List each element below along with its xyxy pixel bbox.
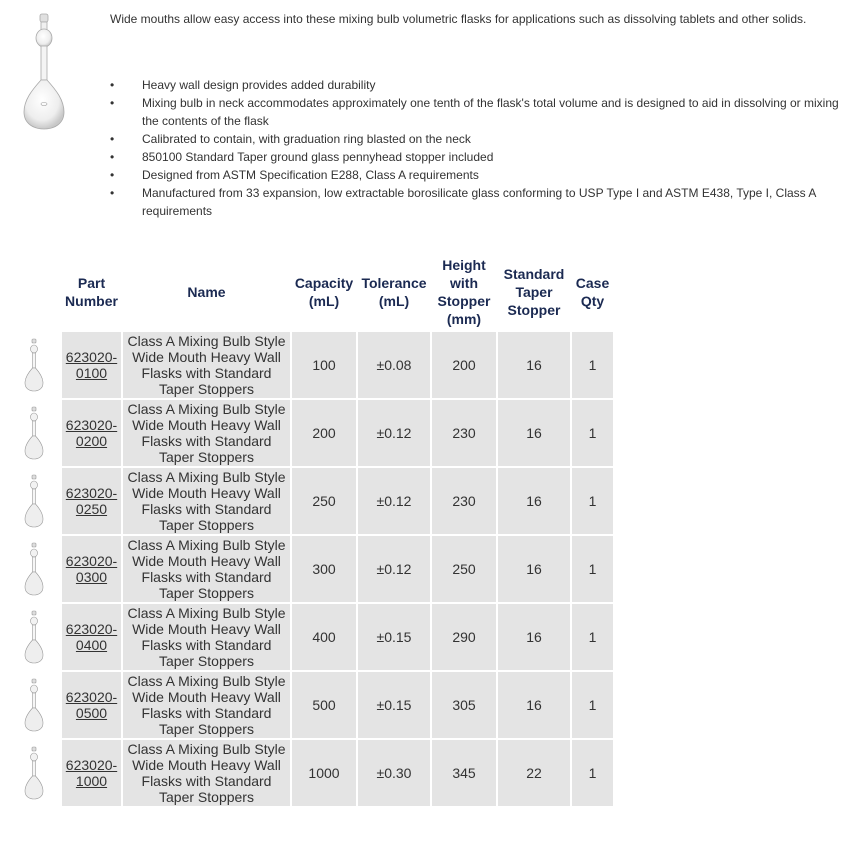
case-qty-cell: 1 <box>572 468 613 534</box>
capacity-cell: 400 <box>292 604 356 670</box>
tolerance-cell: ±0.12 <box>358 536 430 602</box>
flask-thumbnail-icon[interactable] <box>23 474 45 528</box>
table-row <box>8 536 613 602</box>
capacity-cell: 500 <box>292 672 356 738</box>
header-part-number: Part Number <box>62 254 121 330</box>
tolerance-cell: ±0.15 <box>358 604 430 670</box>
part-number-cell[interactable] <box>62 604 121 670</box>
thumbnail-cell[interactable] <box>8 332 60 398</box>
name-cell: Class A Mixing Bulb Style Wide Mouth Heavy Wall Flasks with Standard Taper Stoppers <box>123 604 290 670</box>
header-capacity: Capacity (mL) <box>292 254 356 330</box>
flask-thumbnail-icon[interactable] <box>23 406 45 460</box>
name-cell: Class A Mixing Bulb Style Wide Mouth Heavy Wall Flasks with Standard Taper Stoppers <box>123 332 290 398</box>
tolerance-cell: ±0.12 <box>358 400 430 466</box>
case-qty-cell: 1 <box>572 672 613 738</box>
part-number-link[interactable]: 623020-0400 <box>65 621 118 653</box>
bullet: • <box>110 168 115 182</box>
capacity-cell: 200 <box>292 400 356 466</box>
thumbnail-cell[interactable] <box>8 400 60 466</box>
tolerance-cell: ±0.30 <box>358 740 430 806</box>
table-header-row <box>8 254 613 330</box>
tolerance-cell: ±0.08 <box>358 332 430 398</box>
table-row <box>8 604 613 670</box>
bullet: • <box>110 186 115 200</box>
part-number-cell[interactable] <box>62 536 121 602</box>
table-row <box>8 332 613 398</box>
part-number-cell[interactable] <box>62 468 121 534</box>
part-number-cell[interactable] <box>62 332 121 398</box>
capacity-cell: 250 <box>292 468 356 534</box>
table-row <box>8 468 613 534</box>
case-qty-cell: 1 <box>572 536 613 602</box>
part-number-cell[interactable] <box>62 672 121 738</box>
height-cell: 230 <box>432 468 496 534</box>
case-qty-cell: 1 <box>572 332 613 398</box>
feature-item: • Mixing bulb in neck accommodates approximately one tenth of the flask's total volume and is designed to aid in dissolving or mixing the contents of the flask <box>110 96 839 128</box>
capacity-cell: 300 <box>292 536 356 602</box>
bullet: • <box>110 96 115 110</box>
header-tolerance: Tolerance (mL) <box>358 254 430 330</box>
tolerance-cell: ±0.12 <box>358 468 430 534</box>
name-cell: Class A Mixing Bulb Style Wide Mouth Heavy Wall Flasks with Standard Taper Stoppers <box>123 468 290 534</box>
height-cell: 200 <box>432 332 496 398</box>
table-row <box>8 740 613 806</box>
standard-taper-cell: 16 <box>498 536 570 602</box>
header-image <box>8 254 60 330</box>
feature-item: • Designed from ASTM Specification E288, Class A requirements <box>110 168 479 182</box>
part-number-link[interactable]: 623020-0300 <box>65 553 118 585</box>
feature-item: • 850100 Standard Taper ground glass pennyhead stopper included <box>110 150 494 164</box>
standard-taper-cell: 16 <box>498 604 570 670</box>
case-qty-cell: 1 <box>572 604 613 670</box>
feature-item: • Calibrated to contain, with graduation ring blasted on the neck <box>110 132 471 146</box>
spec-table <box>6 252 615 808</box>
thumbnail-cell[interactable] <box>8 536 60 602</box>
capacity-cell: 100 <box>292 332 356 398</box>
capacity-cell: 1000 <box>292 740 356 806</box>
thumbnail-cell[interactable] <box>8 740 60 806</box>
height-cell: 230 <box>432 400 496 466</box>
standard-taper-cell: 16 <box>498 332 570 398</box>
part-number-link[interactable]: 623020-0100 <box>65 349 118 381</box>
header-name: Name <box>123 254 290 330</box>
header-height: Height with Stopper (mm) <box>432 254 496 330</box>
flask-thumbnail-icon[interactable] <box>23 610 45 664</box>
intro-text: Wide mouths allow easy access into these mixing bulb volumetric flasks for applications such as dissolving tablets and other solids. <box>110 12 807 26</box>
part-number-cell[interactable] <box>62 400 121 466</box>
flask-thumbnail-icon[interactable] <box>23 678 45 732</box>
bullet: • <box>110 150 115 164</box>
table-row <box>8 400 613 466</box>
part-number-link[interactable]: 623020-0500 <box>65 689 118 721</box>
case-qty-cell: 1 <box>572 740 613 806</box>
name-cell: Class A Mixing Bulb Style Wide Mouth Heavy Wall Flasks with Standard Taper Stoppers <box>123 400 290 466</box>
thumbnail-cell[interactable] <box>8 468 60 534</box>
name-cell: Class A Mixing Bulb Style Wide Mouth Heavy Wall Flasks with Standard Taper Stoppers <box>123 740 290 806</box>
standard-taper-cell: 16 <box>498 400 570 466</box>
thumbnail-cell[interactable] <box>8 604 60 670</box>
name-cell: Class A Mixing Bulb Style Wide Mouth Heavy Wall Flasks with Standard Taper Stoppers <box>123 536 290 602</box>
header-standard-taper: Standard Taper Stopper <box>498 254 570 330</box>
volumetric-flask-icon <box>20 12 68 132</box>
height-cell: 345 <box>432 740 496 806</box>
bullet: • <box>110 132 115 146</box>
height-cell: 305 <box>432 672 496 738</box>
standard-taper-cell: 22 <box>498 740 570 806</box>
standard-taper-cell: 16 <box>498 468 570 534</box>
header-case-qty: Case Qty <box>572 254 613 330</box>
part-number-link[interactable]: 623020-0250 <box>65 485 118 517</box>
case-qty-cell: 1 <box>572 400 613 466</box>
flask-thumbnail-icon[interactable] <box>23 542 45 596</box>
table-row <box>8 672 613 738</box>
flask-thumbnail-icon[interactable] <box>23 338 45 392</box>
feature-item: • Heavy wall design provides added durability <box>110 78 376 92</box>
part-number-link[interactable]: 623020-0200 <box>65 417 118 449</box>
height-cell: 250 <box>432 536 496 602</box>
bullet: • <box>110 78 115 92</box>
feature-item: • Manufactured from 33 expansion, low extractable borosilicate glass conforming to USP Type I and ASTM E438, Type I, Class A requirements <box>110 186 816 218</box>
height-cell: 290 <box>432 604 496 670</box>
feature-list <box>110 76 840 220</box>
standard-taper-cell: 16 <box>498 672 570 738</box>
name-cell: Class A Mixing Bulb Style Wide Mouth Heavy Wall Flasks with Standard Taper Stoppers <box>123 672 290 738</box>
tolerance-cell: ±0.15 <box>358 672 430 738</box>
part-number-cell[interactable] <box>62 740 121 806</box>
flask-thumbnail-icon[interactable] <box>23 746 45 800</box>
thumbnail-cell[interactable] <box>8 672 60 738</box>
part-number-link[interactable]: 623020-1000 <box>65 757 118 789</box>
